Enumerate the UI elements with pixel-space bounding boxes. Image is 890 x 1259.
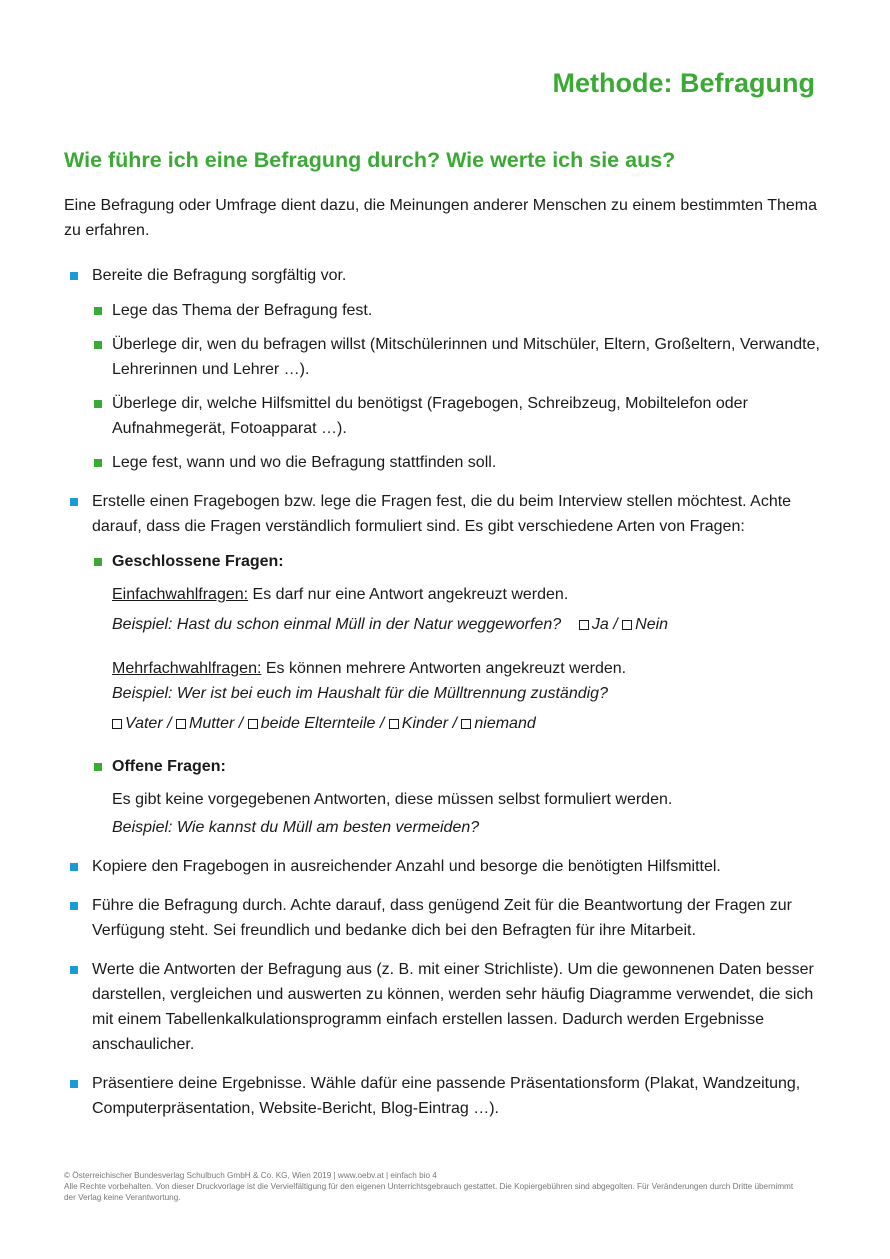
- intro-text: Eine Befragung oder Umfrage dient dazu, die Meinungen anderer Menschen zu einem bestimmten Thema zu erfahren.: [64, 197, 818, 239]
- bullet-square-icon: [94, 400, 102, 408]
- page-heading: Wie führe ich eine Befragung durch? Wie werte ich sie aus?: [64, 148, 676, 172]
- list-item: [92, 549, 824, 736]
- footer-copyright: © Österreichischer Bundesverlag Schulbuch GmbH & Co. KG, Wien 2019 | www.oebv.at | einfach bio 4: [64, 1171, 437, 1180]
- multi-choice-desc: Es können mehrere Antworten angekreuzt werden.: [261, 660, 627, 677]
- single-choice-example: Beispiel: Hast du schon einmal Müll in der Natur weggeworfen?: [112, 616, 562, 633]
- sub-item-text: Lege fest, wann und wo die Befragung stattfinden soll.: [112, 454, 497, 471]
- multi-choice-options: Vater / Mutter / beide Elternteile / Kinder / niemand: [112, 711, 824, 736]
- list-item: [92, 450, 824, 475]
- checkbox-icon: [248, 719, 258, 729]
- footer-rights: Alle Rechte vorbehalten. Von dieser Druckvorlage ist die Vervielfältigung für den eigenen Unterrichtsgebrauch gestattet. Die Kopiergebühren sind abgegolten. Für Veränderungen durch Dritte übernimmt der Verlag keine Verantwortung.: [64, 1182, 794, 1202]
- bullet-square-icon: [70, 966, 78, 974]
- sub-item-text: Lege das Thema der Befragung fest.: [112, 302, 373, 319]
- checkbox-icon: [112, 719, 122, 729]
- checkbox-icon: [461, 719, 471, 729]
- option-label: Mutter: [189, 715, 235, 732]
- bullet-square-icon: [70, 272, 78, 280]
- step-text: Werte die Antworten der Befragung aus (z. B. mit einer Strichliste). Um die gewonnenen Daten besser darstellen, vergleichen und auswerten zu können, werden sehr häufig Diagramme verwendet, die sich mit einem Tabellenkalkulationsprogramm einfach erstellen lassen. Dadurch werden Ergebnisse anschaulicher.: [92, 961, 814, 1053]
- open-questions-desc: Es gibt keine vorgegebenen Antworten, diese müssen selbst formuliert werden.: [112, 791, 673, 808]
- checkbox-icon: [579, 620, 589, 630]
- sub-list: [92, 549, 824, 840]
- checkbox-icon: [622, 620, 632, 630]
- checkbox-icon: [389, 719, 399, 729]
- list-item: [92, 332, 824, 382]
- bullet-square-icon: [94, 341, 102, 349]
- option-label: Kinder: [401, 715, 449, 732]
- list-item: [92, 754, 824, 840]
- sub-list: [92, 298, 824, 475]
- content: [64, 193, 824, 1135]
- list-item: [64, 489, 824, 840]
- open-questions-block: [112, 787, 824, 840]
- open-questions-example: Beispiel: Wie kannst du Müll am besten vermeiden?: [112, 819, 480, 836]
- list-item: [92, 298, 824, 323]
- step-text: Führe die Befragung durch. Achte darauf, dass genügend Zeit für die Beantwortung der Fragen zur Verfügung steht. Sei freundlich und bedanke dich bei den Befragten für ihre Mitarbeit.: [92, 897, 792, 939]
- single-choice-term: Einfachwahlfragen:: [112, 586, 249, 603]
- bullet-square-icon: [94, 558, 102, 566]
- list-item: [92, 391, 824, 441]
- step-text: Bereite die Befragung sorgfältig vor.: [92, 267, 347, 284]
- closed-questions-title: Geschlossene Fragen:: [112, 553, 284, 570]
- closed-questions-block: Einfachwahlfragen: Es darf nur eine Antwort angekreuzt werden. Beispiel: Hast du schon einmal Müll in der Natur weggeworfen? Ja / Nein Mehrfachwahlfragen: Es können mehrere Antworten angekreuzt werden. Beispiel: Wer ist bei euch im Haushalt für die Mülltrennung zuständig? Vater / Mutter / beide Elternteile / Kinder / niemand: [112, 582, 824, 736]
- page-header-title: Methode: Befragung: [552, 68, 815, 98]
- bullet-square-icon: [94, 459, 102, 467]
- bullet-square-icon: [70, 498, 78, 506]
- step-text: Kopiere den Fragebogen in ausreichender Anzahl und besorge die benötigten Hilfsmittel.: [92, 858, 721, 875]
- multi-choice-term: Mehrfachwahlfragen:: [112, 660, 262, 677]
- option-label: niemand: [474, 715, 536, 732]
- step-text: Erstelle einen Fragebogen bzw. lege die Fragen fest, die du beim Interview stellen möchtest. Achte darauf, dass die Fragen verständlich formuliert sind. Es gibt verschiedene Arten von Fragen:: [92, 493, 792, 535]
- bullet-square-icon: [70, 902, 78, 910]
- step-text: Präsentiere deine Ergebnisse. Wähle dafür eine passende Präsentationsform (Plakat, Wandzeitung, Computerpräsentation, Website-Bericht, Blog-Eintrag …).: [92, 1075, 801, 1117]
- multi-choice-example: Beispiel: Wer ist bei euch im Haushalt für die Mülltrennung zuständig?: [112, 685, 608, 702]
- bullet-square-icon: [70, 863, 78, 871]
- list-item: [64, 263, 824, 475]
- bullet-square-icon: [94, 763, 102, 771]
- list-item: [64, 854, 824, 879]
- list-item: [64, 1071, 824, 1121]
- bullet-square-icon: [70, 1080, 78, 1088]
- sub-item-text: Überlege dir, welche Hilfsmittel du benötigst (Fragebogen, Schreibzeug, Mobiltelefon oder Aufnahmegerät, Fotoapparat …).: [112, 395, 748, 437]
- open-questions-title: Offene Fragen:: [112, 758, 226, 775]
- list-item: [64, 893, 824, 943]
- bullet-square-icon: [94, 307, 102, 315]
- page-footer: [64, 1170, 804, 1203]
- option-label: Ja: [591, 616, 609, 633]
- option-label: beide Elternteile: [260, 715, 376, 732]
- sub-item-text: Überlege dir, wen du befragen willst (Mitschülerinnen und Mitschüler, Eltern, Großeltern, Verwandte, Lehrerinnen und Lehrer …).: [112, 336, 820, 378]
- steps-list: [64, 263, 824, 1121]
- single-choice-desc: Es darf nur eine Antwort angekreuzt werden.: [248, 586, 569, 603]
- option-label: Vater: [125, 715, 163, 732]
- checkbox-icon: [176, 719, 186, 729]
- list-item: [64, 957, 824, 1057]
- option-label: Nein: [635, 616, 669, 633]
